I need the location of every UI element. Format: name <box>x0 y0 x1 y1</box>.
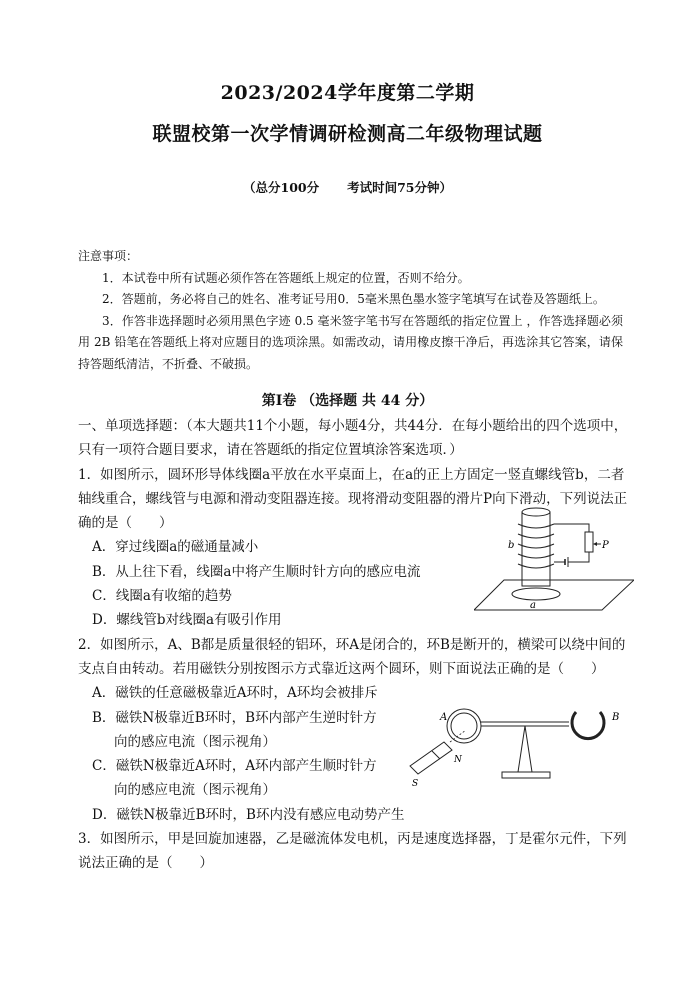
exam-title-main: 联盟校第一次学情调研检测高二年级物理试题 <box>152 123 543 145</box>
slider-arrow-head <box>593 542 597 546</box>
question-1-option-d: D．螺线管b对线圈a有吸引作用 <box>92 612 282 629</box>
exam-score-time <box>0 178 695 196</box>
circuit-wire-bottom <box>568 552 589 562</box>
ring-a-outer <box>447 709 481 743</box>
solenoid-windings <box>518 524 554 568</box>
questions-body <box>78 414 633 876</box>
question-3-stem: 3．如图所示，甲是回旋加速器，乙是磁流体发电机，丙是速度选择器，丁是霍尔元件，下列说法正确的是（ ） <box>78 831 627 872</box>
pivot-stand <box>518 726 532 772</box>
question-2-option-b: B．磁铁N极靠近B环时，B环内部产生逆时针方 <box>92 709 377 726</box>
stand-base <box>502 772 550 778</box>
ring-a-inner <box>451 713 477 739</box>
label-ring-a: A <box>440 712 448 723</box>
question-2-option-d: D．磁铁N极靠近B环时，B环内没有感应电动势产生 <box>92 806 405 823</box>
label-north: N <box>454 755 462 765</box>
question-2-option-a: A．磁铁的任意磁极靠近A环时，A环均会被排斥 <box>92 685 378 702</box>
total-score: （总分100分 <box>243 180 320 195</box>
question-1-stem: 1．如图所示，圆环形导体线圈a平放在水平桌面上，在a的正上方固定一竖直螺线管b，二者轴线重合，螺线管与电源和滑动变阻器连接。现将滑动变阻器的滑片P向下滑动，下列说法正确的是（ ） <box>78 466 628 532</box>
question-1-option-b: B．从上往下看，线圈a中将产生顺时针方向的感应电流 <box>92 563 421 580</box>
note-item-2: 2．答题前，务必将自己的姓名、准考证号用0．5毫米黑色墨水签字笔填写在试卷及答题纸上。 <box>102 292 605 306</box>
solenoid-top <box>522 508 550 516</box>
ring-b-shape <box>572 712 604 739</box>
question-2-stem: 2．如图所示，A、B都是质量很轻的铝环，环A是闭合的，环B是断开的，横梁可以绕中间的支点自由转动。若用磁铁分别按图示方式靠近这两个圆环，则下面说法正确的是（ ） <box>78 636 626 677</box>
label-south: S <box>412 779 419 789</box>
label-ring-b: B <box>612 712 620 723</box>
label-a: a <box>530 600 536 611</box>
note-item-3: 3．作答非选择题时必须用黑色字迹 0.5 毫米签字笔书写在答题纸的指定位置上 ，作答选择题必须用 2B 铅笔在答题纸上将对应题目的选项涂黑。如需改动，请用橡皮擦干净后，再选涂其它答案，请保持答题纸清洁，不折叠、不破损。 <box>78 313 623 371</box>
section-intro: 一、单项选择题：（本大题共11个小题，每小题4分，共44分．在每小题给出的四个选项中，只有一项符合题目要求，请在答题纸的指定位置填涂答案选项．） <box>78 418 628 459</box>
magnet-bar <box>410 742 452 774</box>
exam-title-term: 2023/2024学年度第二学期 <box>220 82 475 104</box>
solenoid-body <box>522 512 550 586</box>
notes-block <box>78 246 623 375</box>
table-plane <box>474 580 634 610</box>
section-title: 第Ⅰ卷 （选择题 共 44 分） <box>261 393 434 409</box>
figure-rings-magnet <box>404 704 629 794</box>
magnet-divider <box>432 751 440 759</box>
question-2-option-b-cont: 向的感应电流（图示视角） <box>114 733 276 750</box>
label-b: b <box>508 540 515 551</box>
ring-a-shape <box>512 588 560 600</box>
note-item-1: 1．本试卷中所有试题必须作答在答题纸上规定的位置，否则不给分。 <box>102 270 470 285</box>
notes-heading: 注意事项： <box>78 249 139 263</box>
question-2-option-c: C．磁铁N极靠近A环时，A环内部产生顺时针方 <box>92 758 377 775</box>
exam-time: 考试时间75分钟） <box>347 180 452 195</box>
rheostat <box>585 532 593 552</box>
figure-solenoid-ring <box>474 502 634 612</box>
question-2-option-c-cont: 向的感应电流（图示视角） <box>114 782 276 799</box>
circuit-wire-top <box>554 524 589 532</box>
question-1-option-c: C．线圈a有收缩的趋势 <box>92 588 232 605</box>
question-1-option-a: A．穿过线圈a的磁通量减小 <box>92 539 259 556</box>
label-p: P <box>602 540 609 551</box>
